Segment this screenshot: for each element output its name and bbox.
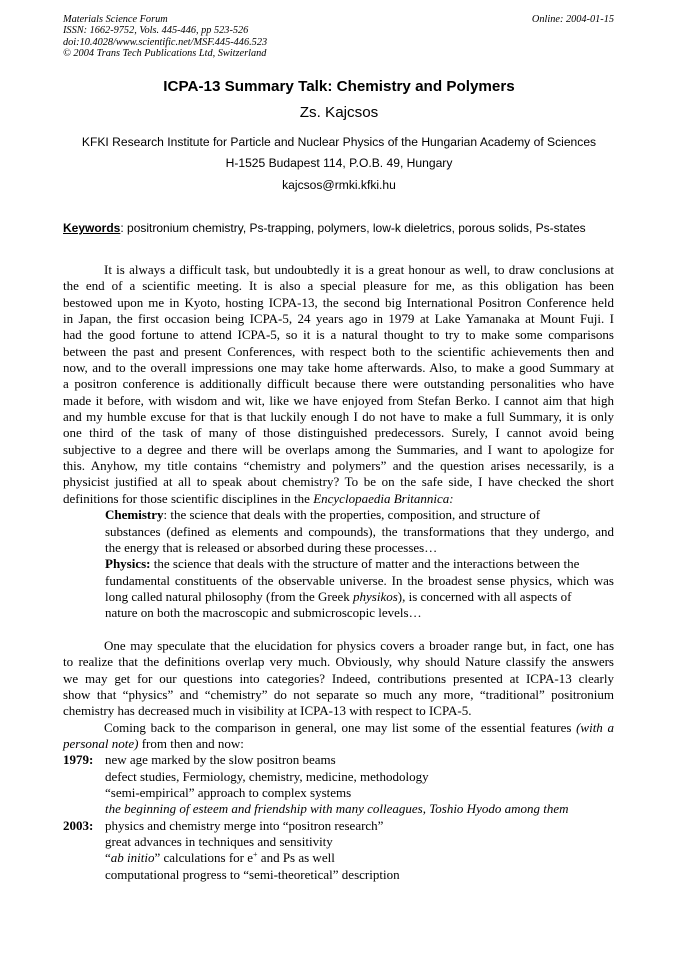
year-1979-item: defect studies, Fermiology, chemistry, medicine, methodology xyxy=(105,768,429,784)
text-line: one third of the task of many of those distinguished predecessors. Surely, I cannot avoid being xyxy=(63,425,614,441)
text-line: One may speculate that the elucidation for physics covers a broader range but, in fact, one has xyxy=(104,638,614,653)
keywords-label: Keywords xyxy=(63,221,121,235)
text-line: substances (defined as elements and compounds), the transformations that they undergo, and xyxy=(105,523,614,539)
keywords xyxy=(63,221,623,235)
text-line: and my humble excuse for that is that luckily enough I do not have to make a full Summary, it is only xyxy=(63,409,614,425)
text-line: It is always a difficult task, but undoubtedly it is a great honour as well, to draw conclusions at xyxy=(104,262,614,277)
text-line: physicist justified at all to speak about chemistry? To be on the safe side, I have checked the short xyxy=(63,474,614,490)
year-2003-item: computational progress to “semi-theoretical” description xyxy=(105,866,400,882)
text-line: in Japan, the first occasion being ICPA-5, 24 years ago in 1979 at Lake Yamanaka at Mount Fuji. I xyxy=(63,311,614,327)
year-2003-item: 2003: physics and chemistry merge into “positron research” xyxy=(63,817,384,833)
text-line: show that “physics” and “chemistry” do not separate so much any more, “traditional” positronium xyxy=(63,687,614,703)
affiliation-address: H-1525 Budapest 114, P.O.B. 49, Hungary xyxy=(225,156,453,170)
chemistry-definition: Chemistry: the science that deals with the properties, composition, and structure of xyxy=(105,507,541,523)
year-1979-item: the beginning of esteem and friendship with many colleagues, Toshio Hyodo among them xyxy=(105,801,569,817)
author-email: kajcsos@rmki.kfki.hu xyxy=(282,178,396,192)
author-name: Zs. Kajcsos xyxy=(299,104,379,121)
journal-name: Materials Science Forum xyxy=(63,14,168,25)
year-1979-item: 1979: new age marked by the slow positron beams xyxy=(63,752,336,768)
year-label: 1979: xyxy=(63,752,94,768)
text-line: had the good fortune to attend ICPA-5, so it is a natural thought to try to make some comparisons xyxy=(63,327,614,343)
text-line: long called natural philosophy (from the Greek physikos), is concerned with all aspects of xyxy=(105,588,572,604)
text-line: we may get for our questions into categories? Indeed, contributions presented at ICPA-13 clearly xyxy=(63,670,614,686)
text-line: the end of a scientific meeting. It is also a special pleasure for me, as this obligation has been xyxy=(63,278,614,294)
text-line: subjective to a degree and there will be overlaps among the Summaries, and I want to apologize for xyxy=(63,441,614,457)
year-label: 2003: xyxy=(63,817,94,833)
text-line: now, and to the overall impressions one may take home afterwards. Also, to make a good Summary at xyxy=(63,360,614,376)
text-line: the energy that is released or absorbed during these processes… xyxy=(105,539,438,555)
text-line: Coming back to the comparison in general, one may list some of the essential features (with a xyxy=(104,719,614,735)
paper-title: ICPA-13 Summary Talk: Chemistry and Polymers xyxy=(163,78,515,95)
text-line: fundamental constituents of the observable universe. In the broadest sense physics, which was xyxy=(105,572,614,588)
journal-header xyxy=(63,14,614,60)
text-line: to realize that the definitions overlap very much. Obviously, why should Nature classify the answers xyxy=(63,654,614,670)
copyright-line: © 2004 Trans Tech Publications Ltd, Switzerland xyxy=(63,48,267,60)
issn-line: ISSN: 1662-9752, Vols. 445-446, pp 523-526 xyxy=(63,25,249,37)
text-line: between the past and present Conferences, with respect both to the scientific achievements then and xyxy=(63,343,614,359)
paragraph-overlap xyxy=(63,638,614,883)
affiliation-institute: KFKI Research Institute for Particle and Nuclear Physics of the Hungarian Academy of Sciences xyxy=(81,135,597,149)
text-line: personal note) from then and now: xyxy=(63,736,244,752)
text-line: a positron conference is additionally difficult because there were outstanding personalities who have xyxy=(63,376,614,392)
year-2003-item: “ab initio” calculations for e+ and Ps as well xyxy=(105,850,335,866)
year-1979-item: “semi-empirical” approach to complex systems xyxy=(105,785,352,801)
paragraph-intro xyxy=(63,262,614,622)
doi-line: doi:10.4028/www.scientific.net/MSF.445-446.523 xyxy=(63,36,268,48)
year-2003-item: great advances in techniques and sensitivity xyxy=(105,834,333,850)
text-line: definitions for those scientific disciplines in the Encyclopaedia Britannica: xyxy=(63,490,454,506)
definition-term: Physics: xyxy=(105,556,151,572)
text-line: chemistry has decreased much in visibility at ICPA-13 with respect to ICPA-5. xyxy=(63,703,472,719)
online-date: Online: 2004-01-15 xyxy=(531,14,614,25)
text-line: bestowed upon me in Kyoto, hosting ICPA-13, the second big International Positron Conference held xyxy=(63,294,614,310)
text-line: nature on both the macroscopic and submicroscopic levels… xyxy=(105,605,422,621)
definition-term: Chemistry xyxy=(105,507,164,523)
text-line: made it before, with wisdom and wit, like we have enjoyed from Stefan Berko. I cannot aim that high xyxy=(63,392,614,408)
physics-definition: Physics: the science that deals with the structure of matter and the interactions between the xyxy=(105,556,580,572)
text-line: this. Anyhow, my title contains “chemistry and polymers” and the question arises necessarily, is a xyxy=(63,458,614,474)
keywords-text: : positronium chemistry, Ps-trapping, polymers, low-k dieletrics, porous solids, Ps-states xyxy=(120,221,586,235)
